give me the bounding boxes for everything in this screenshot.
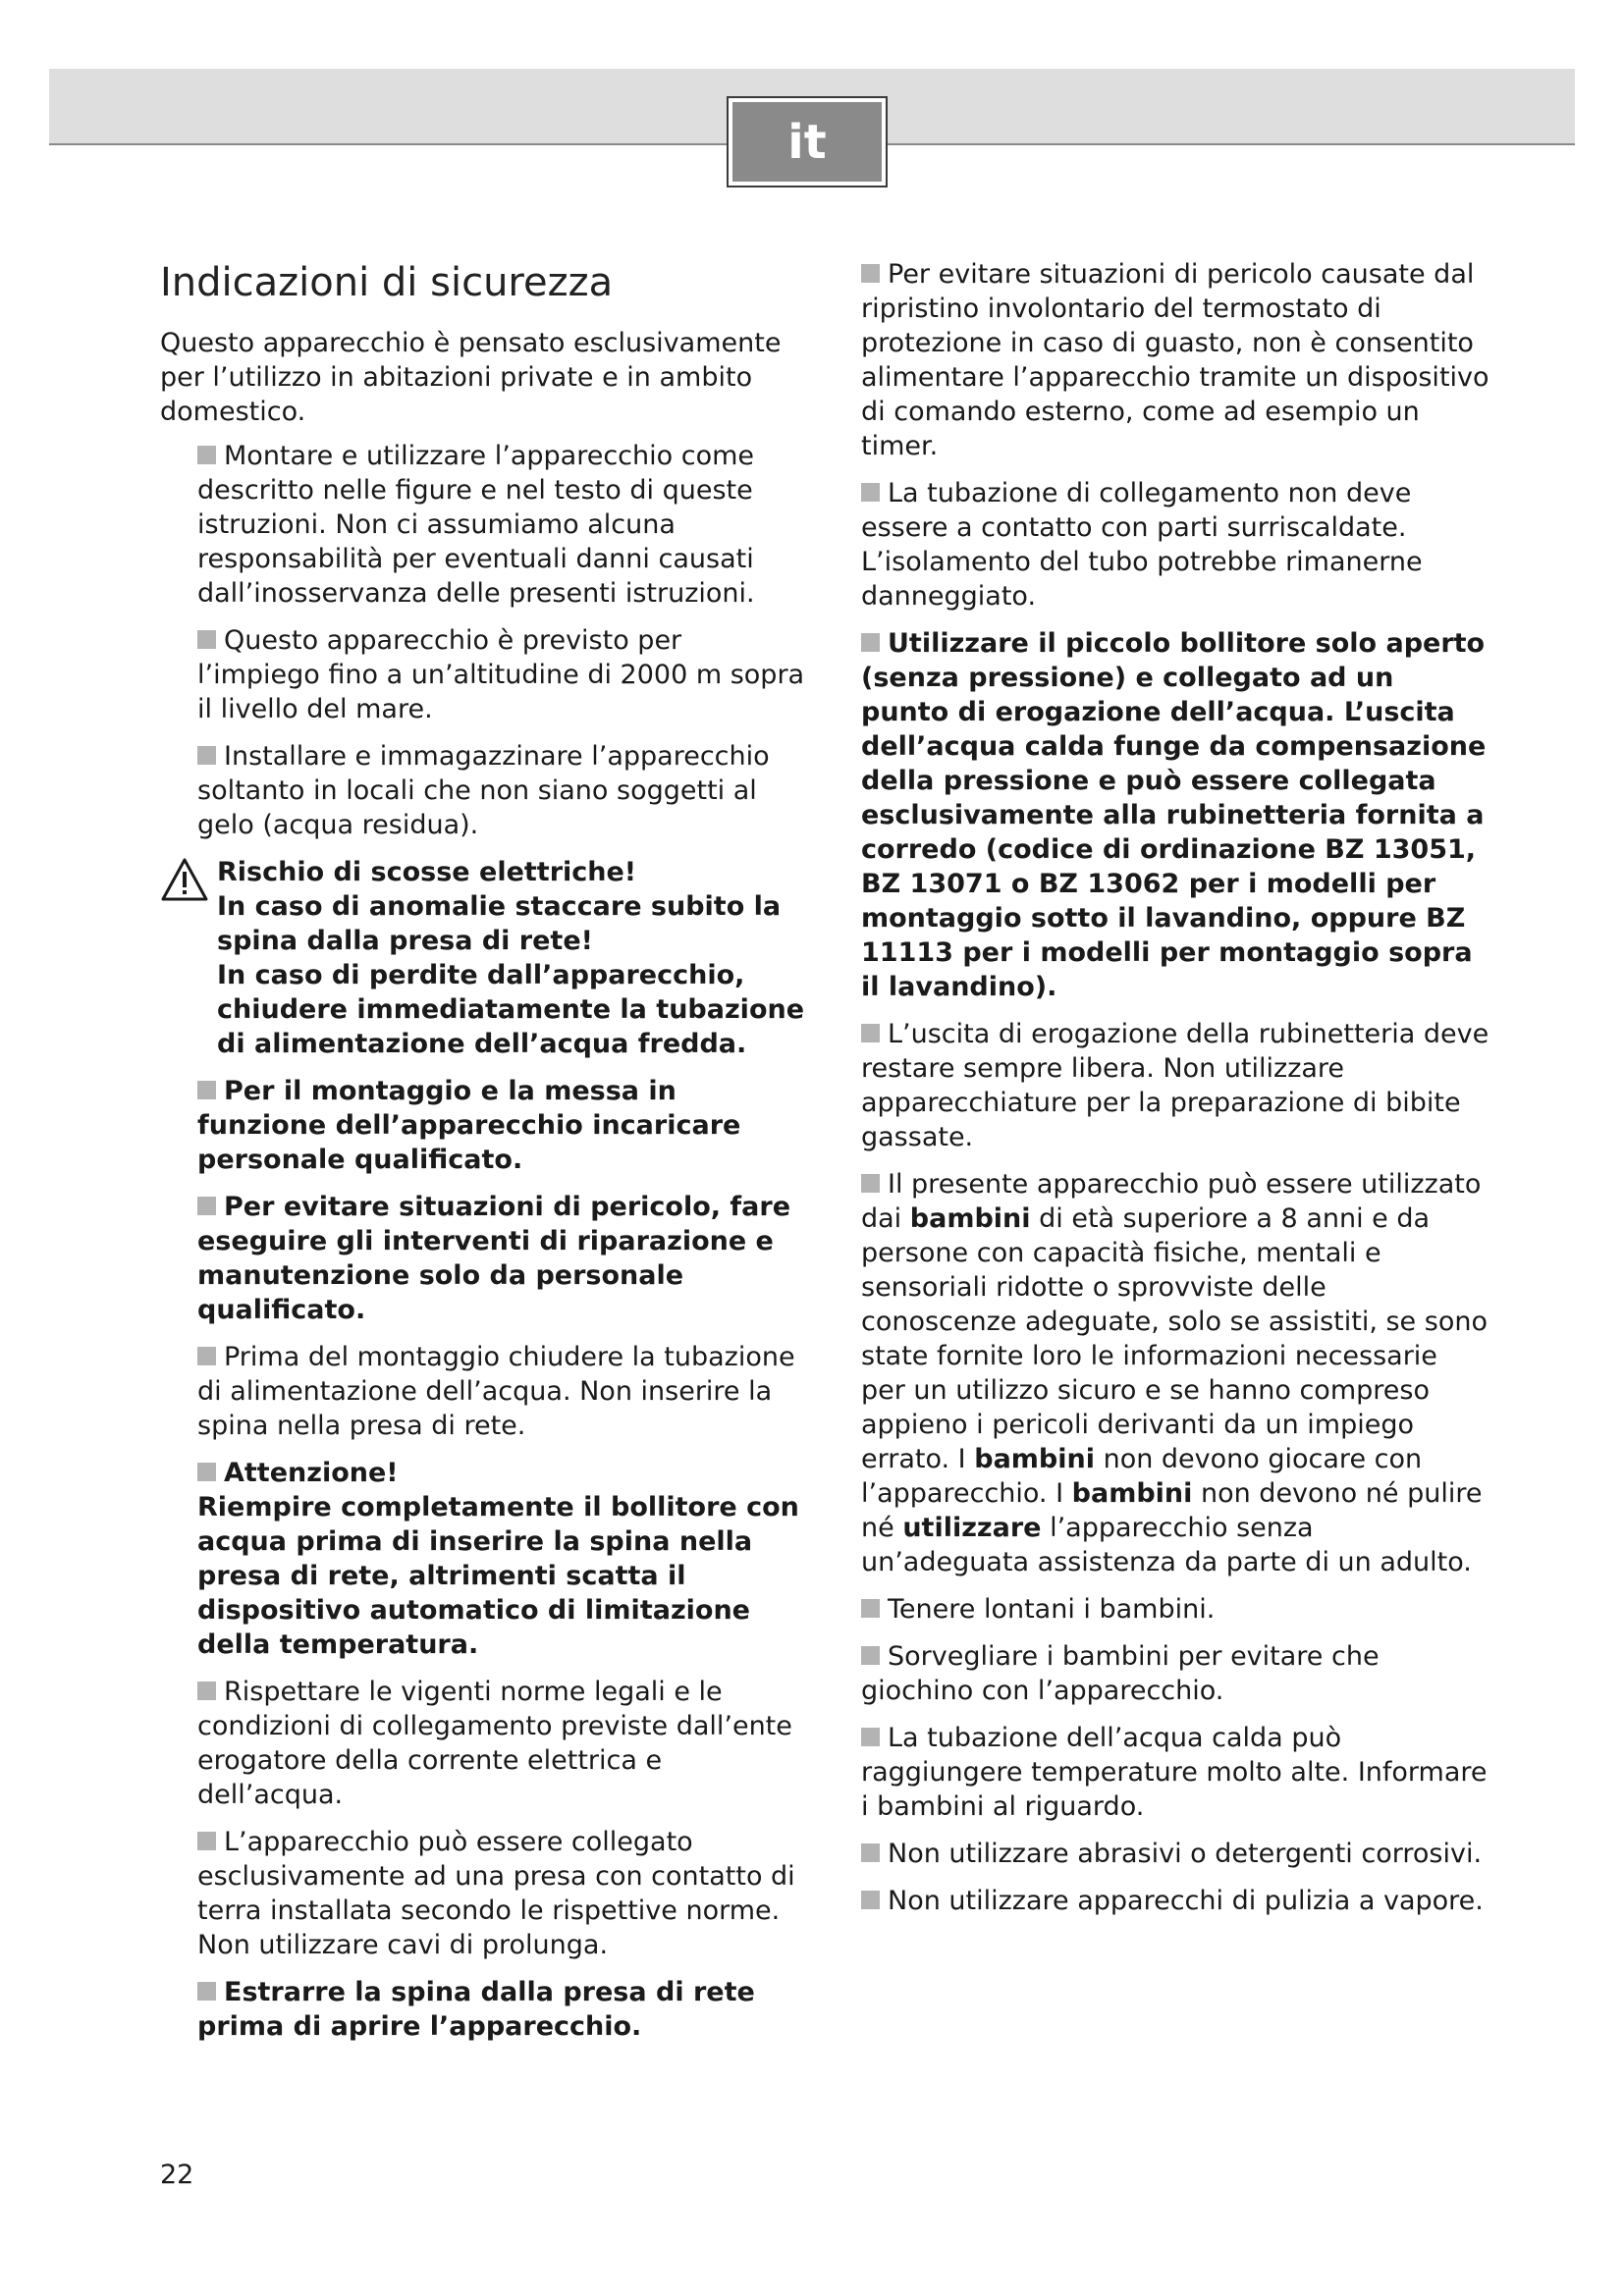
bullet-square-icon xyxy=(197,1197,216,1215)
right-column xyxy=(861,257,1489,1931)
bullet-square-icon xyxy=(861,264,880,283)
bullet-square-icon xyxy=(861,1024,880,1042)
bullet-square-icon xyxy=(861,1646,880,1665)
list-item: Per evitare situazioni di pericolo, fare eseguire gli interventi di riparazione e manutenzione solo da personale qualificato. xyxy=(197,1192,791,1325)
list-item: Non utilizzare abrasivi o detergenti corrosivi. xyxy=(861,1837,1489,1871)
bullet-square-icon xyxy=(197,630,216,649)
bullet-square-icon xyxy=(861,1728,880,1746)
list-item: Sorvegliare i bambini per evitare che giochino con l’apparecchio. xyxy=(861,1641,1380,1706)
bullet-square-icon xyxy=(197,1081,216,1099)
list-item: Installare e immagazzinare l’apparecchio soltanto in locali che non siano soggetti al gelo (acqua residua). xyxy=(197,741,770,840)
bullet-square-icon xyxy=(197,1832,216,1850)
list-item: Rispettare le vigenti norme legali e le condizioni di collegamento previste dall’ente erogatore della corrente elettrica e dell’acqua. xyxy=(197,1677,792,1810)
warning-line-2: In caso di anomalie staccare subito la spina dalla presa di rete! xyxy=(217,891,782,956)
page-title: Indicazioni di sicurezza xyxy=(160,260,614,305)
list-item: La tubazione dell’acqua calda può raggiungere temperature molto alte. Informare i bambini al riguardo. xyxy=(861,1723,1488,1822)
list-item: Questo apparecchio è previsto per l’impiego fino a un’altitudine di 2000 m sopra il livello del mare. xyxy=(197,625,805,724)
list-item: La tubazione di collegamento non deve essere a contatto con parti surriscaldate. L’isolamento del tubo potrebbe rimanerne danneggiato. xyxy=(861,478,1423,612)
list-item: L’uscita di erogazione della rubinetteria deve restare sempre libera. Non utilizzare apparecchiature per la preparazione di bibite gassate. xyxy=(861,1019,1489,1152)
list-item: Montare e utilizzare l’apparecchio come descritto nelle figure e nel testo di queste istruzioni. Non ci assumiamo alcuna responsabilità per eventuali danni causati dall’inosservanza delle presenti istruzioni. xyxy=(197,441,755,609)
intro-paragraph: Questo apparecchio è pensato esclusivamente per l’utilizzo in abitazioni private e in ambito domestico. xyxy=(160,328,782,427)
list-item: L’apparecchio può essere collegato esclusivamente ad una presa con contatto di terra installata secondo le rispettive norme. Non utilizzare cavi di prolunga. xyxy=(197,1827,795,1960)
electric-shock-warning xyxy=(160,855,808,1061)
bullet-square-icon xyxy=(197,1463,216,1481)
bullet-square-icon xyxy=(197,1347,216,1365)
list-item: Non utilizzare apparecchi di pulizia a vapore. xyxy=(861,1884,1489,1918)
list-item: Tenere lontani i bambini. xyxy=(861,1592,1489,1627)
bullet-square-icon xyxy=(861,1174,880,1193)
warning-line-1: Rischio di scosse elettriche! xyxy=(217,857,637,887)
left-column xyxy=(160,257,808,2056)
language-code: it xyxy=(732,102,882,182)
bullet-square-icon xyxy=(197,446,216,464)
bullet-square-icon xyxy=(861,1891,880,1909)
list-item: Per il montaggio e la messa in funzione dell’apparecchio incaricare personale qualificato. xyxy=(197,1076,741,1175)
bullet-square-icon xyxy=(861,1843,880,1862)
language-tab xyxy=(727,96,888,187)
warning-triangle-icon xyxy=(160,857,209,902)
bullet-square-icon xyxy=(197,1682,216,1700)
children-safety-item: Il presente apparecchio può essere utilizzato dai bambini di età superiore a 8 anni e da persone con capacità fisiche, mentali e sensoriali ridotte o sprovviste delle conoscenze adeguate, solo se assistiti, se sono state fornite loro le informazioni necessarie per un utilizzo sicuro e se hanno compreso appieno i pericoli derivanti da un impiego errato. I bambini non devono giocare con l’apparecchio. I bambini non devono né pulire né utilizzare l’apparecchio senza un’adeguata assistenza da parte di un adulto. xyxy=(861,1169,1488,1577)
list-item: Utilizzare il piccolo bollitore solo aperto (senza pressione) e collegato ad un punto di erogazione dell’acqua. L’uscita dell’acqua calda funge da compensazione della pressione e può essere collegata esclusivamente alla rubinetteria fornita a corredo (codice di ordinazione BZ 13051, BZ 13071 o BZ 13062 per i modelli per montaggio sotto il lavandino, oppure BZ 11113 per i modelli per montaggio sopra il lavandino). xyxy=(861,628,1487,1002)
list-item: Prima del montaggio chiudere la tubazione di alimentazione dell’acqua. Non inserire la spina nella presa di rete. xyxy=(197,1342,795,1441)
bullet-square-icon xyxy=(861,483,880,502)
warning-line-3: In caso di perdite dall’apparecchio, chiudere immediatamente la tubazione di alimentazione dell’acqua fredda. xyxy=(217,960,805,1059)
list-item: Per evitare situazioni di pericolo causate dal ripristino involontario del termostato di protezione in caso di guasto, non è consentito alimentare l’apparecchio tramite un dispositivo di comando esterno, come ad esempio un timer. xyxy=(861,259,1489,461)
attention-text: Riempire completamente il bollitore con acqua prima di inserire la spina nella presa di rete, altrimenti scatta il dispositivo automatico di limitazione della temperatura. xyxy=(197,1492,799,1660)
bullet-square-icon xyxy=(861,633,880,652)
list-item: Estrarre la spina dalla presa di rete prima di aprire l’apparecchio. xyxy=(197,1977,755,2042)
bullet-square-icon xyxy=(861,1599,880,1618)
bullet-square-icon xyxy=(197,746,216,765)
bullet-square-icon xyxy=(197,1982,216,2001)
attention-heading: Attenzione! xyxy=(224,1458,399,1488)
page-number: 22 xyxy=(160,2160,194,2190)
attention-notice xyxy=(197,1456,808,1662)
